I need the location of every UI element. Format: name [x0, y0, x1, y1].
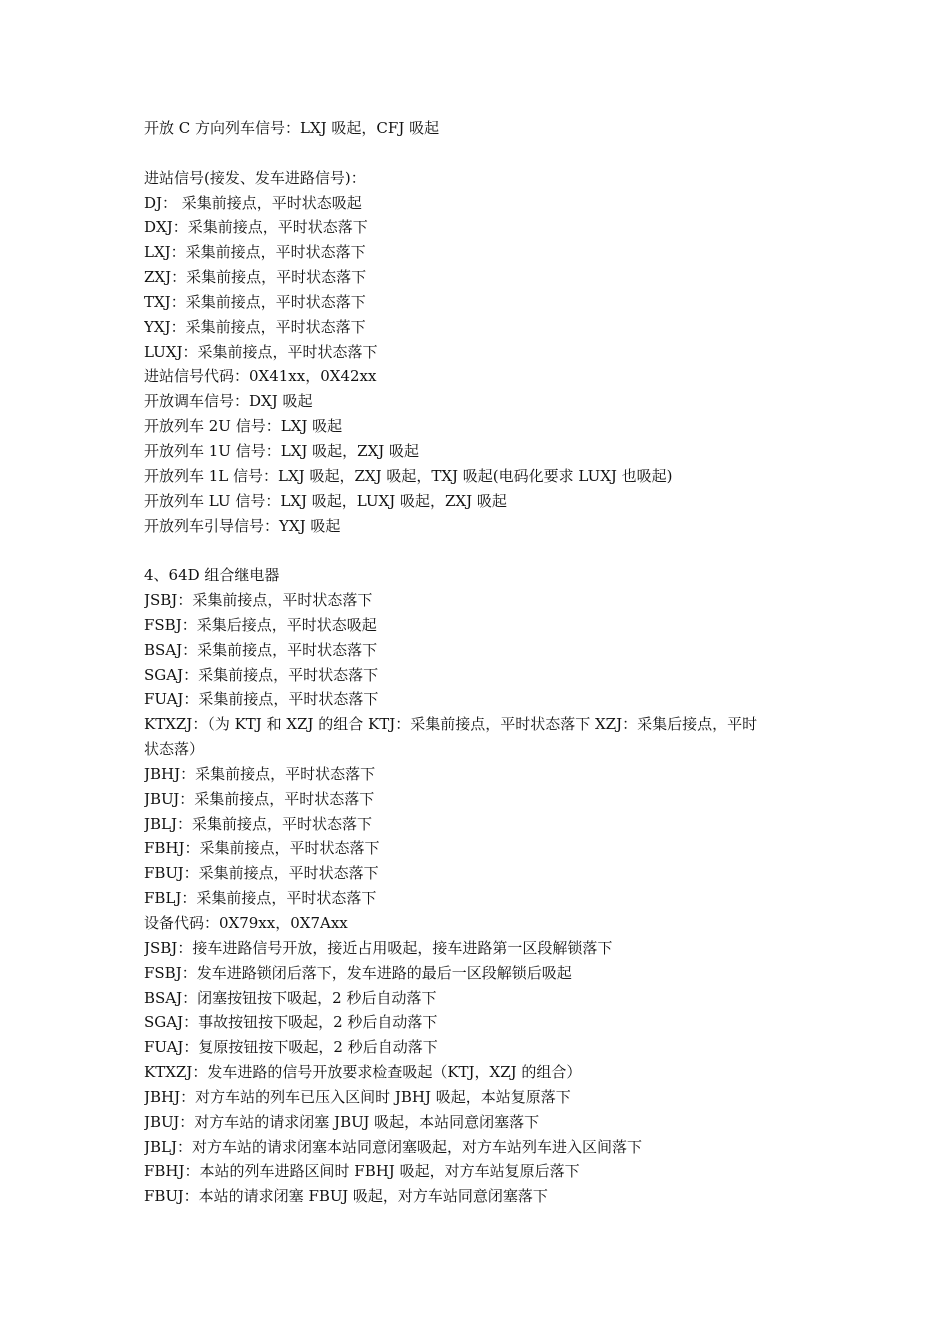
- text-line: FBUJ：本站的请求闭塞 FBUJ 吸起，对方车站同意闭塞落下: [144, 1187, 548, 1206]
- text-line: 进站信号(接发、发车进路信号)：: [144, 168, 366, 187]
- text-line: KTXZJ：（为 KTJ 和 XZJ 的组合 KTJ：采集前接点，平时状态落下 XZJ：采集后接点，平时: [144, 715, 758, 734]
- text-line: 状态落）: [144, 740, 205, 759]
- text-line: TXJ：采集前接点，平时状态落下: [144, 292, 366, 311]
- text-line: 开放列车 1U 信号：LXJ 吸起，ZXJ 吸起: [144, 441, 420, 460]
- text-line: 开放列车引导信号：YXJ 吸起: [144, 516, 341, 535]
- text-line: LXJ：采集前接点，平时状态落下: [144, 243, 366, 262]
- blank-line: [144, 538, 816, 563]
- text-line: 开放 C 方向列车信号：LXJ 吸起，CFJ 吸起: [144, 119, 440, 137]
- text-line: 开放列车 1L 信号：LXJ 吸起，ZXJ 吸起，TXJ 吸起(电码化要求 LUXJ 也吸起): [144, 466, 673, 485]
- text-line: FUAJ：采集前接点，平时状态落下: [144, 690, 379, 709]
- text-line: JBHJ：对方车站的列车已压入区间时 JBHJ 吸起，本站复原落下: [144, 1087, 571, 1106]
- text-line: FBUJ：采集前接点，平时状态落下: [144, 864, 379, 883]
- text-line: FBHJ：本站的列车进路区间时 FBHJ 吸起，对方车站复原后落下: [144, 1162, 580, 1181]
- text-line: FBHJ：采集前接点，平时状态落下: [144, 839, 380, 858]
- text-line: ZXJ：采集前接点，平时状态落下: [144, 268, 367, 287]
- text-line: FBLJ：采集前接点，平时状态落下: [144, 889, 377, 908]
- text-line: JSBJ：采集前接点，平时状态落下: [144, 591, 373, 610]
- text-line: JBHJ：采集前接点，平时状态落下: [144, 764, 376, 783]
- text-line: FSBJ：发车进路锁闭后落下，发车进路的最后一区段解锁后吸起: [144, 963, 572, 982]
- text-line: 设备代码：0X79xx，0X7Axx: [144, 914, 348, 932]
- text-line: JBLJ：对方车站的请求闭塞本站同意闭塞吸起，对方车站列车进入区间落下: [144, 1137, 643, 1156]
- text-line: BSAJ：闭塞按钮按下吸起，2 秒后自动落下: [144, 988, 437, 1007]
- text-line: BSAJ：采集前接点，平时状态落下: [144, 640, 378, 659]
- text-line: 开放列车 LU 信号：LXJ 吸起，LUXJ 吸起，ZXJ 吸起: [144, 491, 507, 510]
- text-line: JBLJ：采集前接点，平时状态落下: [144, 814, 373, 833]
- text-line: YXJ：采集前接点，平时状态落下: [144, 317, 366, 336]
- text-line: KTXZJ：发车进路的信号开放要求检查吸起（KTJ，XZJ 的组合）: [144, 1063, 582, 1082]
- text-line: 4、64D 组合继电器: [144, 566, 280, 585]
- text-line: DJ： 采集前接点，平时状态吸起: [144, 193, 362, 212]
- blank-line: [144, 141, 816, 166]
- document-body: [144, 116, 816, 1209]
- text-line: 进站信号代码：0X41xx，0X42xx: [144, 367, 377, 386]
- text-line: FUAJ：复原按钮按下吸起，2 秒后自动落下: [144, 1038, 438, 1057]
- text-line: SGAJ：事故按钮按下吸起，2 秒后自动落下: [144, 1013, 438, 1032]
- text-line: FSBJ：采集后接点，平时状态吸起: [144, 615, 377, 634]
- text-line: 开放调车信号：DXJ 吸起: [144, 392, 313, 411]
- text-line: SGAJ：采集前接点，平时状态落下: [144, 665, 379, 684]
- text-line: DXJ：采集前接点，平时状态落下: [144, 218, 368, 237]
- text-line: 开放列车 2U 信号：LXJ 吸起: [144, 417, 343, 436]
- text-line: JSBJ：接车进路信号开放，接近占用吸起，接车进路第一区段解锁落下: [144, 938, 613, 957]
- text-line: JBUJ：对方车站的请求闭塞 JBUJ 吸起，本站同意闭塞落下: [144, 1112, 540, 1131]
- text-line: JBUJ：采集前接点，平时状态落下: [144, 789, 375, 808]
- text-line: LUXJ：采集前接点，平时状态落下: [144, 342, 378, 361]
